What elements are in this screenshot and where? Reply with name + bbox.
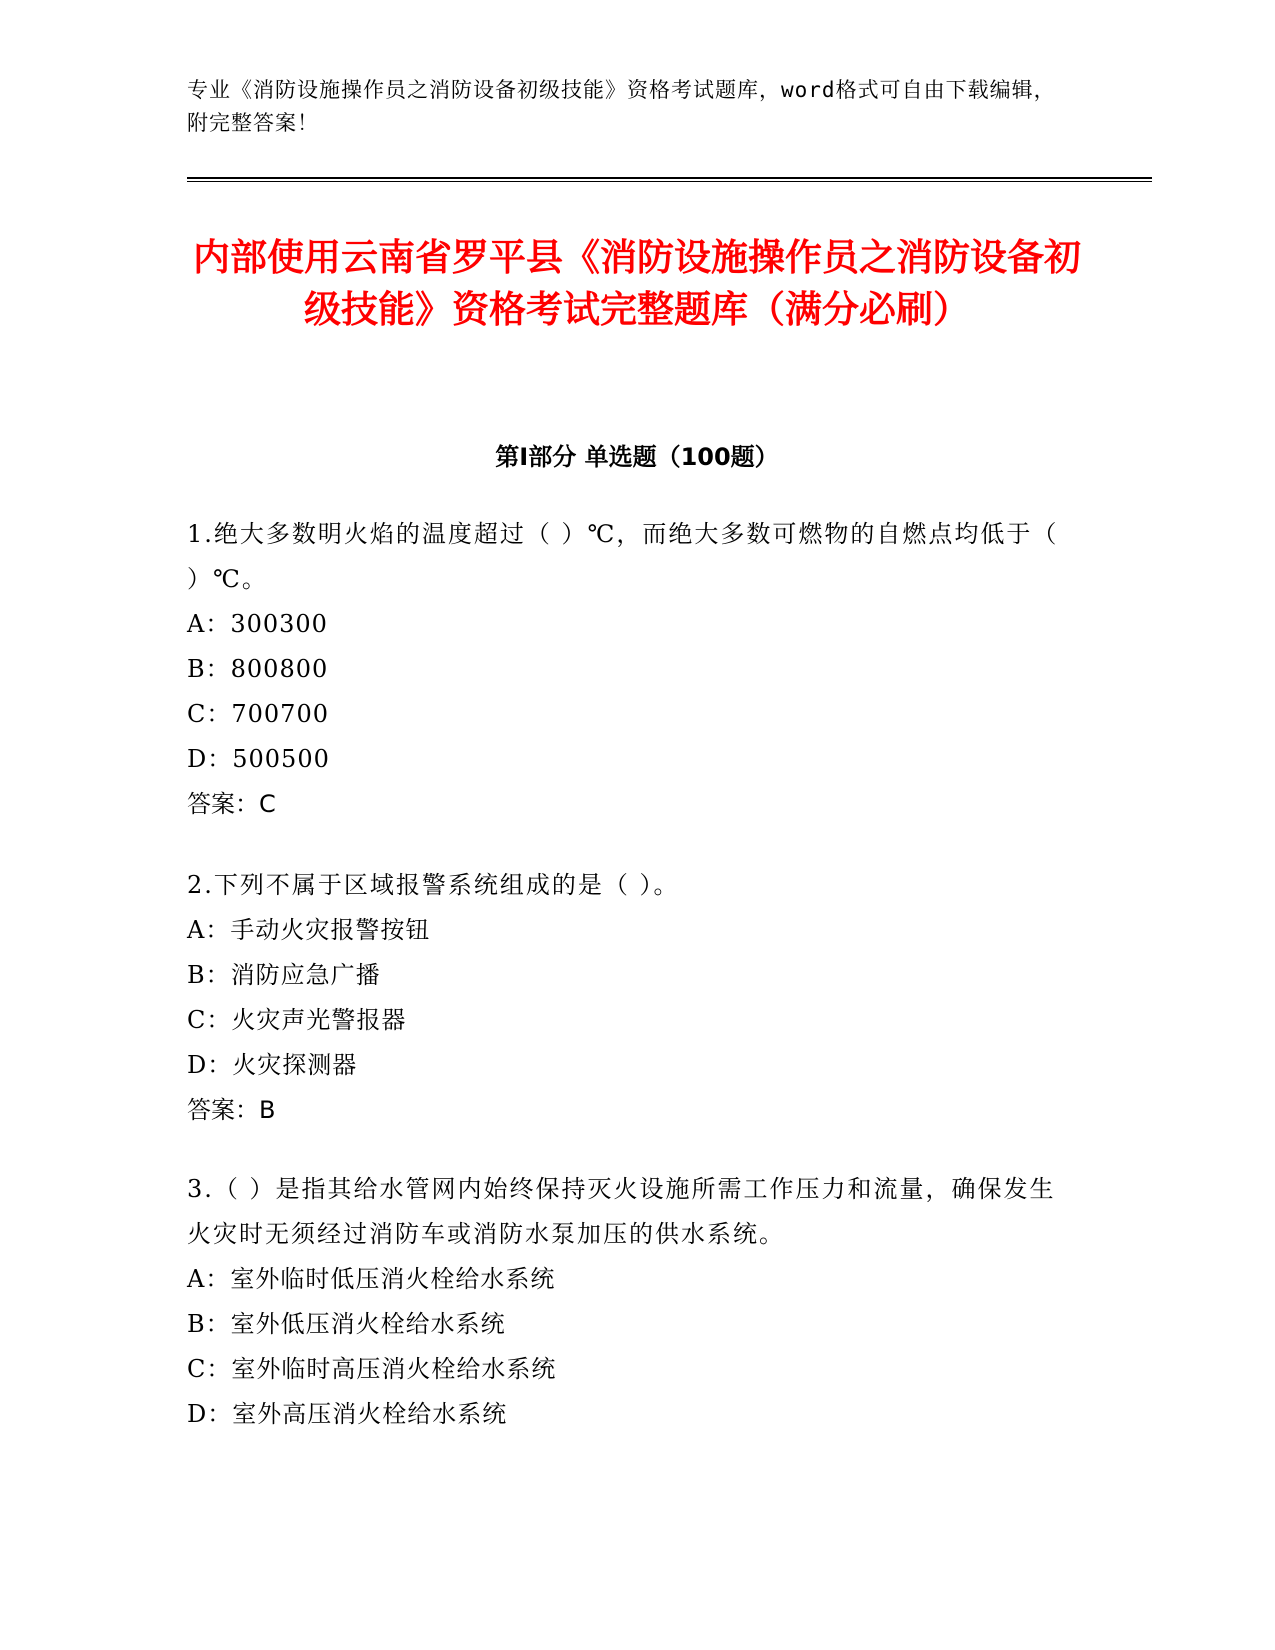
question-stem: 1.绝大多数明火焰的温度超过（ ）℃，而绝大多数可燃物的自燃点均低于（ ）℃。 (187, 520, 1059, 593)
question-stem: 3.（ ）是指其给水管网内始终保持灭火设施所需工作压力和流量，确保发生火灾时无须经过消防车或消防水泵加压的供水系统。 (187, 1175, 1056, 1248)
option-d: D：500500 (187, 745, 330, 773)
question-1 (187, 512, 1067, 827)
option-b: B：室外低压消火栓给水系统 (187, 1310, 506, 1338)
option-d: D：室外高压消火栓给水系统 (187, 1400, 508, 1428)
option-a: A：室外临时低压消火栓给水系统 (187, 1265, 556, 1293)
option-c: C：700700 (187, 700, 329, 728)
option-d: D：火灾探测器 (187, 1051, 358, 1079)
option-a: A：300300 (187, 610, 328, 638)
option-b: B：800800 (187, 655, 329, 683)
answer-line: 答案：B (187, 1096, 276, 1124)
answer-line: 答案：C (187, 790, 276, 818)
option-c: C：火灾声光警报器 (187, 1006, 407, 1034)
section-heading: 第Ⅰ部分 单选题（100题） (495, 443, 779, 471)
option-c: C：室外临时高压消火栓给水系统 (187, 1355, 557, 1383)
option-a: A：手动火灾报警按钮 (187, 916, 431, 944)
header-divider-thick (187, 177, 1152, 179)
question-stem: 2.下列不属于区域报警系统组成的是（ ）。 (187, 871, 680, 899)
document-title: 内部使用云南省罗平县《消防设施操作员之消防设备初级技能》资格考试完整题库（满分必刷） (193, 236, 1081, 331)
header-note: 专业《消防设施操作员之消防设备初级技能》资格考试题库，word格式可自由下载编辑，附完整答案！ (187, 78, 1056, 135)
header-divider-thin (187, 181, 1152, 182)
option-b: B：消防应急广播 (187, 961, 381, 989)
question-2 (187, 863, 1067, 1133)
question-3 (187, 1167, 1067, 1437)
